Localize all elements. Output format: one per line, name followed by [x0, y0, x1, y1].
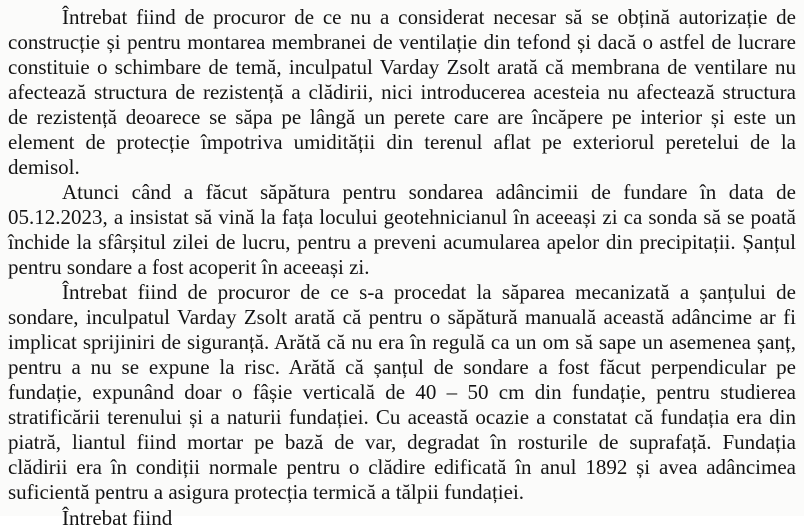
cut-off-next-line: Întrebat fiind — [62, 506, 173, 530]
paragraph-3-line-1: Întrebat fiind de procuror de ce s-a procedat la săparea mecanizată a șanțului de — [62, 280, 796, 304]
paragraph-2-line-2: 05.12.2023, a insistat să vină la fața locului geotehnicianul în aceeași zi ca sonda să se poată — [8, 205, 796, 229]
paragraph-1-line-5: de rezistență deoarece se săpa pe lângă un perete care are încăpere pe interior și este un — [8, 105, 796, 129]
paragraph-3-line-4: pentru a nu se expune la risc. Arătă că șanțul de sondare a fost făcut perpendicular pe — [8, 355, 796, 379]
paragraph-2-line-3: închide la sfârșitul zilei de lucru, pentru a preveni acumularea apelor din precipitații. Șanțul — [8, 230, 796, 254]
paragraph-3-line-3: implicat sprijiniri de siguranță. Arătă că nu era în regulă ca un om să sape un asemenea șanț, — [8, 330, 796, 354]
paragraph-1-line-2: construcție și pentru montarea membranei de ventilație din tefond și dacă o astfel de lucrare — [8, 30, 796, 54]
paragraph-1-line-4: afectează structura de rezistență a clădirii, nici introducerea acesteia nu afectează structura — [8, 80, 796, 104]
paragraph-1-line-3: constituie o schimbare de temă, inculpatul Varday Zsolt arată că membrana de ventilare nu — [8, 55, 796, 79]
paragraph-3-line-5: fundație, expunând doar o fâșie verticală de 40 – 50 cm din fundație, pentru studierea — [8, 380, 796, 404]
paragraph-3-line-7: piatră, liantul fiind mortar pe bază de var, degradat în rosturile de suprafață. Fundația — [8, 430, 796, 454]
paragraph-1-line-7: demisol. — [8, 155, 80, 179]
paragraph-3-line-6: stratificării terenului și a naturii fundației. Cu această ocazie a constatat că fundația era din — [8, 405, 796, 429]
paragraph-3-line-2: sondare, inculpatul Varday Zsolt arată că pentru o săpătură manuală această adâncime ar fi — [8, 305, 796, 329]
paragraph-3-line-8: clădirii era în condiții normale pentru o clădire edificată în anul 1892 și avea adâncimea — [8, 455, 796, 479]
paragraph-1-line-6: element de protecție împotriva umidității din terenul aflat pe exteriorul peretelui de la — [8, 130, 796, 154]
paragraph-1-line-1: Întrebat fiind de procuror de ce nu a considerat necesar să se obțină autorizație de — [62, 5, 796, 29]
paragraph-2-line-4: pentru sondare a fost acoperit în aceeași zi. — [8, 255, 370, 279]
paragraph-3-line-9: suficientă pentru a asigura protecția termică a tălpii fundației. — [8, 480, 525, 504]
paragraph-2-line-1: Atunci când a făcut săpătura pentru sondarea adâncimii de fundare în data de — [62, 180, 796, 204]
